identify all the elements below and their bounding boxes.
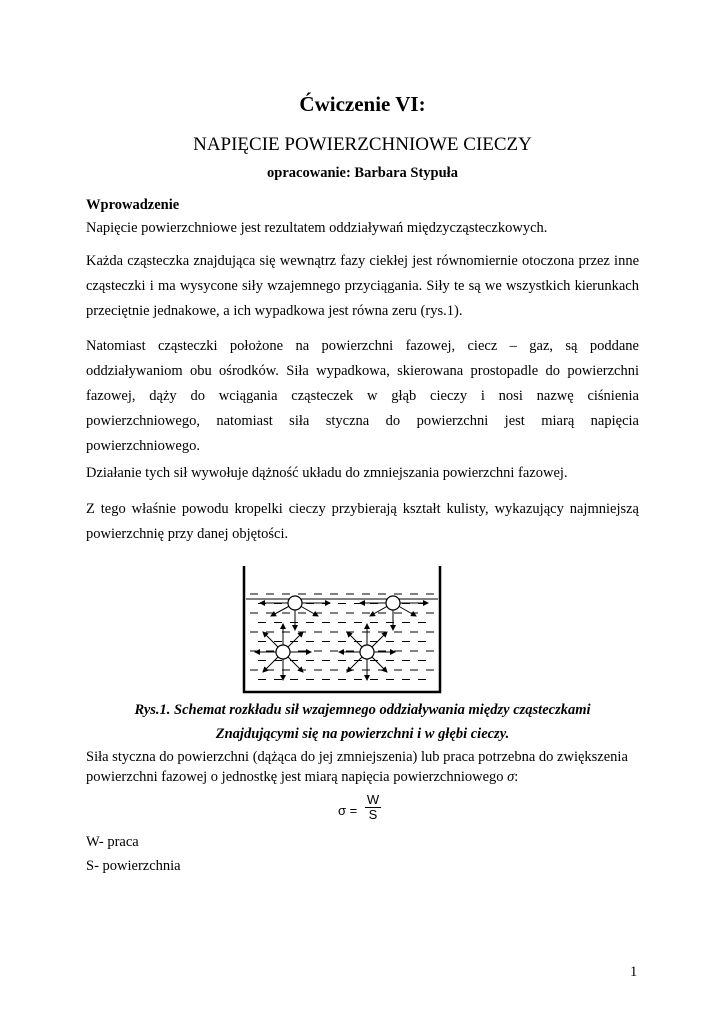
paragraph-5: Z tego właśnie powodu kropelki cieczy przybierają kształt kulisty, wykazujący najmniejszą powierzchnię przy danej objętości.: [86, 501, 639, 542]
author-line: opracowanie: Barbara Stypuła: [267, 165, 458, 181]
definition-end: :: [514, 769, 519, 785]
surface-molecule-arrows: [260, 603, 428, 630]
page-title: Ćwiczenie VI:: [299, 92, 426, 116]
formula-denominator: S: [368, 807, 378, 822]
page-number: 1: [630, 964, 638, 980]
paragraph-1: Napięcie powierzchniowe jest rezultatem oddziaływań międzycząsteczkowych.: [86, 220, 548, 236]
sigma-symbol: σ: [507, 769, 515, 785]
molecular-forces-figure: [238, 566, 448, 699]
paragraph-2: Każda cząsteczka znajdująca się wewnątrz fazy ciekłej jest równomiernie otoczona przez inne cząsteczki i ma wysycone siły wzajemnego przyciągania. Siły te są we wszystkich kierunkach przeciętnie jednakowe, a ich wypadkowa jest równa zeru (rys.1).: [86, 253, 639, 319]
paragraph-4: Działanie tych sił wywołuje dążność układu do zmniejszania powierzchni fazowej.: [86, 465, 568, 481]
vessel-outline: [244, 566, 440, 692]
definition-text: Siła styczna do powierzchni (dążąca do jej zmniejszenia) lub praca potrzebna do zwiększenia powierzchni fazowej o jednostkę jest miarą napięcia powierzchniowego: [86, 749, 628, 785]
figure-caption-line-2: Znajdującymi się na powierzchni i w głębi cieczy.: [215, 726, 510, 742]
section-heading: Wprowadzenie: [86, 197, 180, 213]
formula-numerator: W: [366, 792, 380, 807]
formula-lhs: σ =: [338, 803, 358, 818]
variable-w: W- praca: [86, 834, 139, 850]
variable-s: S- powierzchnia: [86, 858, 181, 874]
paragraph-3: Natomiast cząsteczki położone na powierzchni fazowej, ciecz – gaz, są poddane oddziaływaniom obu ośrodków. Siła wypadkowa, skierowana prostopadle do powierzchni fazowej, dąży do wciągania cząsteczek w głąb cieczy i nosi nazwę ciśnienia powierzchniowego, natomiast siła styczna do powierzchni jest miarą napięcia powierzchniowego.: [86, 338, 639, 454]
container-diagram: [238, 566, 448, 694]
figure-caption-line-1: Rys.1. Schemat rozkładu sił wzajemnego oddziaływania między cząsteczkami: [134, 702, 591, 718]
definition-paragraph: [86, 747, 639, 787]
exercise-subtitle: NAPIĘCIE POWIERZCHNIOWE CIECZY: [193, 134, 532, 155]
formula-fraction: [365, 793, 381, 822]
